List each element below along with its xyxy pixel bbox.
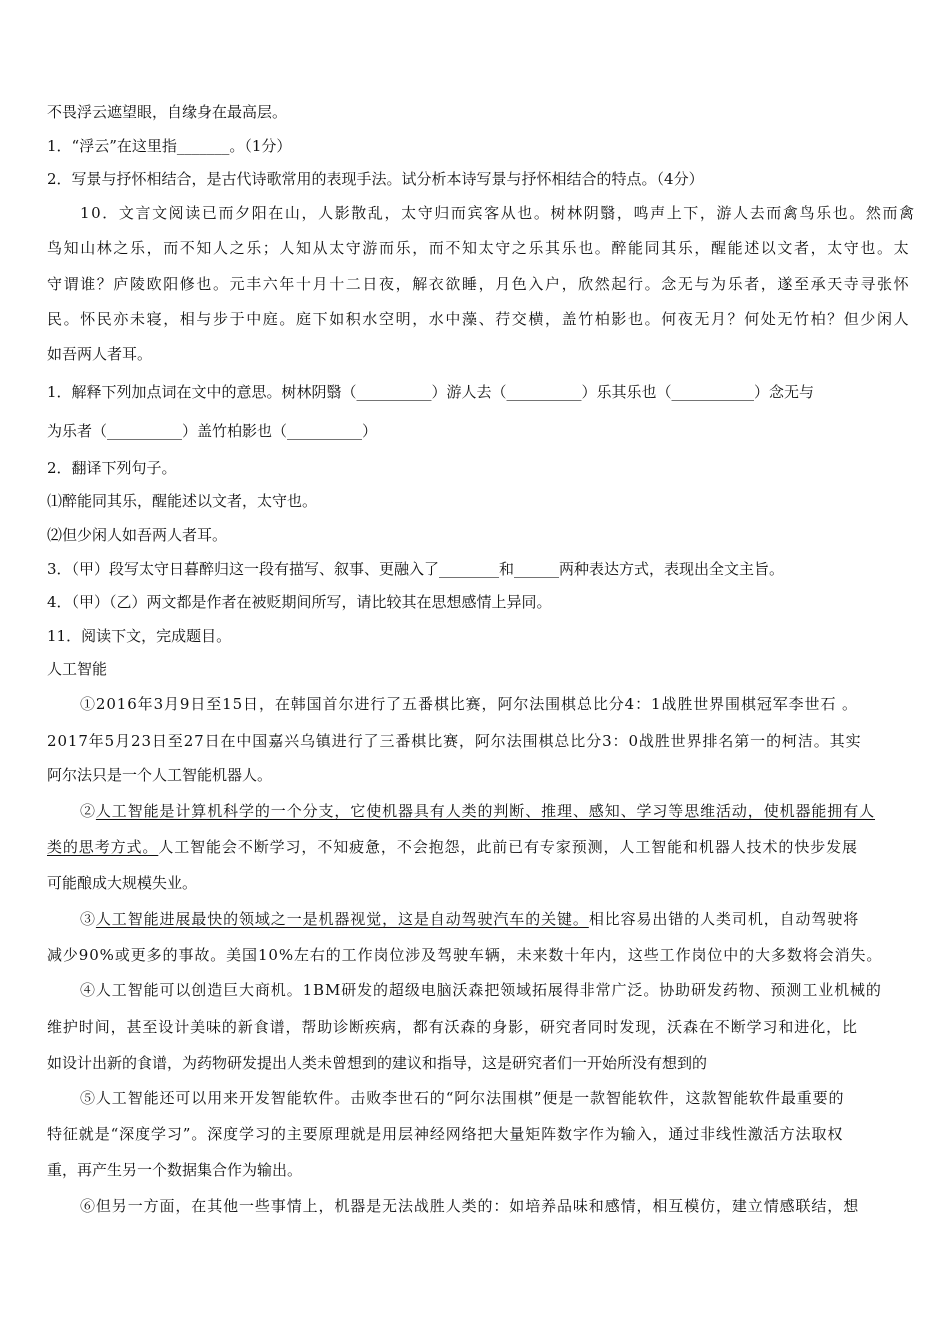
article-para-5-line-b: 特征就是“深度学习”。深度学习的主要原理就是用层神经网络把大量矩阵数字作为输入，通过非线性激活方法取权 <box>47 1125 844 1143</box>
para-3-text: 相比容易出错的人类司机，自动驾驶将 <box>588 910 860 928</box>
q10-passage-line-4: 民。怀民亦未寝，相与步于中庭。庭下如积水空明，水中藻、荇交横，盖竹柏影也。何夜无月？何处无竹柏？但少闲人 <box>47 310 911 328</box>
q10-sub1-line-a: 1．解释下列加点词在文中的意思。树林阴翳（__________）游人去（__________）乐其乐也（___________）念无与 <box>47 383 815 401</box>
q10-sub2-item-2: ⑵但少闲人如吾两人者耳。 <box>47 526 228 544</box>
underlined-sentence: 人工智能进展最快的领域之一是机器视觉，这是自动驾驶汽车的关键。 <box>95 910 589 928</box>
article-para-1-line-a: ①2016年3月9日至15日，在韩国首尔进行了五番棋比赛，阿尔法围棋总比分4：1战胜世界围棋冠军李世石 。 <box>80 695 858 713</box>
article-title: 人工智能 <box>47 660 108 678</box>
para-3-number: ③ <box>80 910 96 928</box>
q10-sub2-item-1: ⑴醉能同其乐，醒能述以文者，太守也。 <box>47 492 318 510</box>
q10-passage-line-3: 守谓谁？庐陵欧阳修也。元丰六年十月十二日夜，解衣欲睡，月色入户，欣然起行。念无与为乐者，遂至承天寺寻张怀 <box>47 275 911 293</box>
article-para-4-line-b: 维护时间，甚至设计美味的新食谱，帮助诊断疾病，都有沃森的身影，研究者同时发现，沃森在不断学习和进化，比 <box>47 1018 858 1036</box>
poem-question-2: 2．写景与抒怀相结合，是古代诗歌常用的表现手法。试分析本诗写景与抒怀相结合的特点。（4分） <box>47 170 704 188</box>
article-para-5-line-c: 重，再产生另一个数据集合作为输出。 <box>47 1161 303 1179</box>
q10-sub2: 2．翻译下列句子。 <box>47 459 177 477</box>
article-para-3-line-b: 减少90%或更多的事故。美国10%左右的工作岗位涉及驾驶车辆，未来数十年内，这些工作岗位中的大多数将会消失。 <box>47 946 883 964</box>
article-para-4-line-c: 如设计出新的食谱，为药物研发提出人类未曾想到的建议和指导，这是研究者们一开始所没有想到的 <box>47 1054 708 1072</box>
article-para-1-line-c: 阿尔法只是一个人工智能机器人。 <box>47 766 273 784</box>
q11-heading: 11．阅读下文，完成题目。 <box>47 627 232 645</box>
q10-sub3: 3．（甲）段写太守日暮醉归这一段有描写、叙事、更融入了________和______两种表达方式，表现出全文主旨。 <box>47 560 785 578</box>
para-2-text: 人工智能会不断学习，不知疲惫，不会抱怨，此前已有专家预测，人工智能和机器人技术的快步发展 <box>158 838 858 856</box>
q10-passage-line-1: 10．文言文阅读已而夕阳在山，人影散乱，太守归而宾客从也。树林阴翳，鸣声上下，游人去而禽鸟乐也。然而禽 <box>80 204 916 222</box>
article-para-6-line-a: ⑥但另一方面，在其他一些事情上，机器是无法战胜人类的：如培养品味和感情，相互模仿，建立情感联结，想 <box>80 1197 860 1215</box>
article-para-2-line-b <box>47 837 858 857</box>
q10-passage-line-5: 如吾两人者耳。 <box>47 345 153 363</box>
underlined-definition-part-2: 类的思考方式。 <box>47 838 159 856</box>
q10-passage-line-2: 鸟知山林之乐，而不知人之乐；人知从太守游而乐，而不知太守之乐其乐也。醉能同其乐，醒能述以文者，太守也。太 <box>47 239 911 257</box>
poem-last-line: 不畏浮云遮望眼，自缘身在最高层。 <box>47 103 288 121</box>
para-2-number: ② <box>80 802 96 820</box>
poem-question-1: 1．“浮云”在这里指_______。（1分） <box>47 137 292 155</box>
article-para-2-line-a <box>80 801 875 821</box>
q10-sub1-line-b: 为乐者（__________）盖竹柏影也（__________） <box>47 422 378 440</box>
article-para-5-line-a: ⑤人工智能还可以用来开发智能软件。击败李世石的“阿尔法围棋”便是一款智能软件，这款智能软件最重要的 <box>80 1089 845 1107</box>
underlined-definition-part-1: 人工智能是计算机科学的一个分支，它使机器具有人类的判断、推理、感知、学习等思维活动，使机器能拥有人 <box>95 802 876 820</box>
q10-sub4: 4．（甲）（乙）两文都是作者在被贬期间所写，请比较其在思想感情上异同。 <box>47 593 552 611</box>
article-para-4-line-a: ④人工智能可以创造巨大商机。1BM研发的超级电脑沃森把领域拓展得非常广泛。协助研发药物、预测工业机械的 <box>80 981 882 999</box>
article-para-2-line-c: 可能酿成大规模失业。 <box>47 874 198 892</box>
article-para-3-line-a <box>80 909 859 929</box>
article-para-1-line-b: 2017年5月23日至27日在中国嘉兴乌镇进行了三番棋比赛，阿尔法围棋总比分3：0战胜世界排名第一的柯洁。其实 <box>47 732 862 750</box>
